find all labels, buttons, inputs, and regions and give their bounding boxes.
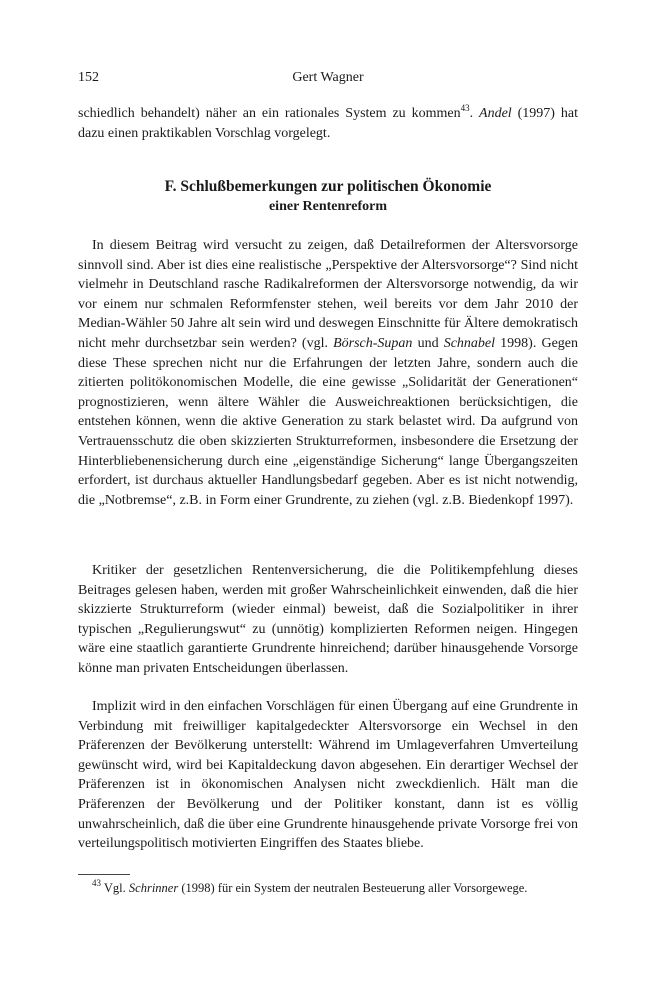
cited-author: Schnabel bbox=[443, 335, 496, 351]
page-number: 152 bbox=[78, 70, 99, 85]
cited-author: Andel bbox=[479, 106, 512, 121]
running-head-author: Gert Wagner bbox=[292, 70, 364, 85]
cited-author: Schrinner bbox=[128, 881, 179, 895]
section-title-line-1: F. Schlußbemerkungen zur politischen Ökonomie bbox=[164, 178, 492, 195]
cited-author: Börsch-Supan bbox=[333, 335, 413, 351]
paragraph-text: und bbox=[412, 335, 444, 351]
paragraph-text: 1998). Gegen diese These sprechen nicht nur die Erfahrungen der letzten Jahre, sondern auch die zitierten politökonomischen Modelle, die eine gewisse „Solidarität der Generationen“ prognostizieren, wenn ältere Wähler die Ausweichreaktionen berücksichtigen, die entstehen können, wenn die aktive Generation zu stark belastet wird. Da aufgrund von Vertrauensschutz die oben skizzierten Strukturreformen, insbesondere die Ersetzung der Hinterbliebenensicherung durch eine „eigenständige Sicherung“ lange Übergangszeiten erfordert, ist durchaus aktueller Handlungsbedarf gegeben. Aber es ist nicht notwendig, die „Notbremse“, z.B. in Form einer Grundrente, zu ziehen (vgl. z.B. Biedenkopf 1997). bbox=[78, 335, 579, 508]
continued-paragraph bbox=[78, 104, 578, 143]
continued-text: schiedlich behandelt) näher an ein rationales System zu kommen bbox=[78, 106, 461, 121]
section-heading bbox=[78, 177, 578, 217]
footnote-text: (1998) für ein System der neutralen Besteuerung aller Vorsorgewege. bbox=[178, 881, 528, 895]
body-paragraph-2: Kritiker der gesetzlichen Rentenversicherung, die die Politikempfehlung dieses Beitrages gelesen haben, werden mit großer Wahrscheinlichkeit einwenden, daß die hier skizzierte Strukturreform (wieder einmal) beweist, daß die Sozialpolitiker in ihrer typischen „Regulierungswut“ zu (unnötig) komplizierten Reformen neigen. Hingegen wäre eine staatlich garantierte Grundrente hinreichend; darüber hinausgehende Vorsorge könne man privaten Entscheidungen überlassen. bbox=[78, 563, 578, 676]
body-paragraph-3: Implizit wird in den einfachen Vorschlägen für einen Übergang auf eine Grundrente in Verbindung mit freiwilliger kapitalgedeckter Altersvorsorge ein Wechsel in den Präferenzen der Bevölkerung unterstellt: Während im Umlageverfahren Umverteilung gewünscht wird, wird bei Kapitaldeckung davon abgesehen. Ein derartiger Wechsel der Präferenzen ist in ökonomischen Analysen nicht zweckdienlich. Hält man die Präferenzen der Bevölkerung und der Politiker konstant, dann ist es völlig unwahrscheinlich, daß die über eine Grundrente hinausgehende private Vorsorge frei von verteilungspolitisch motivierten Eingriffen des Staates bliebe. bbox=[78, 699, 578, 852]
footnote-reference: 43 bbox=[460, 103, 470, 113]
continued-text: (1997) hat dazu einen praktikablen Vorschlag vorgelegt. bbox=[78, 106, 578, 141]
footnote-text: Vgl. bbox=[101, 881, 129, 895]
footnote bbox=[78, 880, 578, 897]
page-header bbox=[78, 70, 578, 90]
continued-text: . bbox=[469, 106, 480, 121]
footnote-separator bbox=[78, 874, 130, 875]
body-paragraph-1 bbox=[78, 236, 578, 510]
footnote-number: 43 bbox=[92, 878, 101, 888]
section-title-line-2: einer Rentenreform bbox=[268, 199, 388, 214]
paragraph-text: In diesem Beitrag wird versucht zu zeigen, daß Detailreformen der Altersvorsorge sinnvoll sind. Aber ist dies eine realistische „Perspektive der Altersvorsorge“? Sind nicht vielmehr in Deutschland rasche Radikalreformen der Altersvorsorge notwendig, da wir vor einem nur schmalen Reformfenster stehen, weil bereits vor dem Jahr 2010 der Median-Wähler 50 Jahre alt sein wird und deswegen Einschnitte für Ältere demokratisch nicht mehr durchsetzbar sein werden? (vgl. bbox=[78, 238, 578, 351]
